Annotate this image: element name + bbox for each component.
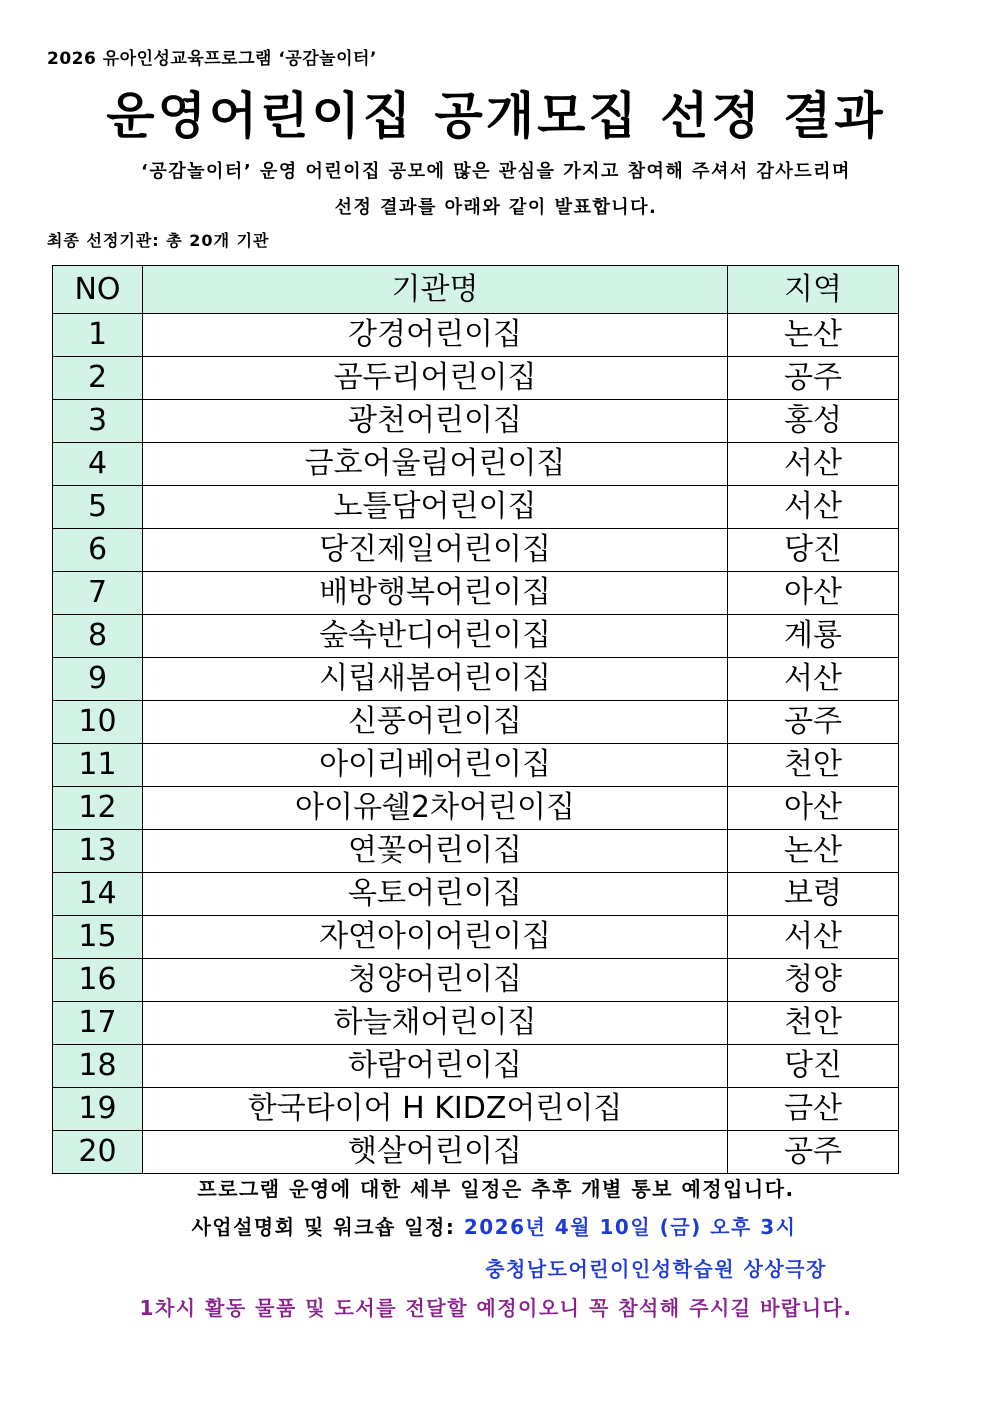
cell-institution-name: 시립새봄어린이집 [143, 658, 728, 701]
cell-region: 천안 [728, 1002, 899, 1045]
cell-institution-name: 아이리베어린이집 [143, 744, 728, 787]
cell-no: 7 [53, 572, 143, 615]
cell-no: 20 [53, 1131, 143, 1174]
intro-line-2: 선정 결과를 아래와 같이 발표합니다. [334, 197, 658, 218]
cell-region: 서산 [728, 443, 899, 486]
table-row [53, 744, 899, 787]
cell-region: 금산 [728, 1088, 899, 1131]
cell-no: 3 [53, 400, 143, 443]
cell-no: 8 [53, 615, 143, 658]
schedule-notice: 프로그램 운영에 대한 세부 일정은 추후 개별 통보 예정입니다. [197, 1177, 795, 1201]
table-row [53, 572, 899, 615]
cell-institution-name: 숲속반디어린이집 [143, 615, 728, 658]
table-row [53, 615, 899, 658]
cell-institution-name: 자연아이어린이집 [143, 916, 728, 959]
cell-institution-name: 신풍어린이집 [143, 701, 728, 744]
cell-region: 서산 [728, 486, 899, 529]
cell-institution-name: 노틀담어린이집 [143, 486, 728, 529]
cell-institution-name: 아이유쉘2차어린이집 [143, 787, 728, 830]
cell-no: 2 [53, 357, 143, 400]
page-title: 운영어린이집 공개모집 선정 결과 [106, 87, 886, 145]
cell-region: 홍성 [728, 400, 899, 443]
table-row [53, 873, 899, 916]
cell-region: 공주 [728, 357, 899, 400]
table-row [53, 400, 899, 443]
cell-no: 9 [53, 658, 143, 701]
table-row [53, 486, 899, 529]
table-row [53, 314, 899, 357]
selection-summary: 최종 선정기관: 총 20개 기관 [47, 231, 270, 250]
cell-institution-name: 곰두리어린이집 [143, 357, 728, 400]
cell-no: 14 [53, 873, 143, 916]
cell-region: 아산 [728, 572, 899, 615]
table-row [53, 1045, 899, 1088]
briefing-schedule [0, 1211, 990, 1240]
results-table [52, 265, 899, 1174]
cell-no: 17 [53, 1002, 143, 1045]
cell-no: 1 [53, 314, 143, 357]
cell-institution-name: 하람어린이집 [143, 1045, 728, 1088]
cell-region: 계룡 [728, 615, 899, 658]
cell-region: 천안 [728, 744, 899, 787]
table-header-row [53, 266, 899, 314]
cell-institution-name: 금호어울림어린이집 [143, 443, 728, 486]
table-row [53, 959, 899, 1002]
cell-region: 청양 [728, 959, 899, 1002]
cell-region: 당진 [728, 1045, 899, 1088]
column-header-name: 기관명 [143, 266, 728, 314]
table-row [53, 916, 899, 959]
table-row [53, 701, 899, 744]
cell-institution-name: 당진제일어린이집 [143, 529, 728, 572]
cell-no: 6 [53, 529, 143, 572]
intro-line-1: ‘공감놀이터’ 운영 어린이집 공모에 많은 관심을 가지고 참여해 주셔서 감사드리며 [141, 161, 851, 182]
cell-no: 11 [53, 744, 143, 787]
table-row [53, 658, 899, 701]
cell-region: 논산 [728, 830, 899, 873]
cell-institution-name: 청양어린이집 [143, 959, 728, 1002]
cell-region: 아산 [728, 787, 899, 830]
table-row [53, 1002, 899, 1045]
cell-no: 13 [53, 830, 143, 873]
cell-institution-name: 옥토어린이집 [143, 873, 728, 916]
cell-no: 5 [53, 486, 143, 529]
cell-no: 18 [53, 1045, 143, 1088]
cell-no: 19 [53, 1088, 143, 1131]
cell-institution-name: 연꽃어린이집 [143, 830, 728, 873]
cell-no: 12 [53, 787, 143, 830]
briefing-place: 충청남도어린이인성학습원 상상극장 [485, 1257, 827, 1281]
cell-institution-name: 광천어린이집 [143, 400, 728, 443]
cell-region: 공주 [728, 701, 899, 744]
table-row [53, 1088, 899, 1131]
results-table-body [53, 314, 899, 1174]
cell-no: 10 [53, 701, 143, 744]
cell-region: 서산 [728, 658, 899, 701]
table-row [53, 830, 899, 873]
cell-no: 16 [53, 959, 143, 1002]
cell-region: 당진 [728, 529, 899, 572]
table-row [53, 787, 899, 830]
program-line: 2026 유아인성교육프로그램 ‘공감놀이터’ [47, 49, 377, 69]
cell-institution-name: 배방행복어린이집 [143, 572, 728, 615]
column-header-no: NO [53, 266, 143, 314]
briefing-label: 사업설명회 및 워크숍 일정: [191, 1215, 464, 1239]
cell-region: 논산 [728, 314, 899, 357]
briefing-datetime: 2026년 4월 10일 (금) 오후 3시 [463, 1215, 797, 1239]
cell-institution-name: 햇살어린이집 [143, 1131, 728, 1174]
table-row [53, 443, 899, 486]
table-row [53, 529, 899, 572]
table-row [53, 1131, 899, 1174]
cell-institution-name: 한국타이어 H KIDZ어린이집 [143, 1088, 728, 1131]
table-row [53, 357, 899, 400]
column-header-region: 지역 [728, 266, 899, 314]
cell-region: 서산 [728, 916, 899, 959]
cell-institution-name: 강경어린이집 [143, 314, 728, 357]
cell-no: 15 [53, 916, 143, 959]
attendance-request: 1차시 활동 물품 및 도서를 전달할 예정이오니 꼭 참석해 주시길 바랍니다. [139, 1296, 853, 1320]
cell-no: 4 [53, 443, 143, 486]
cell-region: 공주 [728, 1131, 899, 1174]
cell-institution-name: 하늘채어린이집 [143, 1002, 728, 1045]
cell-region: 보령 [728, 873, 899, 916]
